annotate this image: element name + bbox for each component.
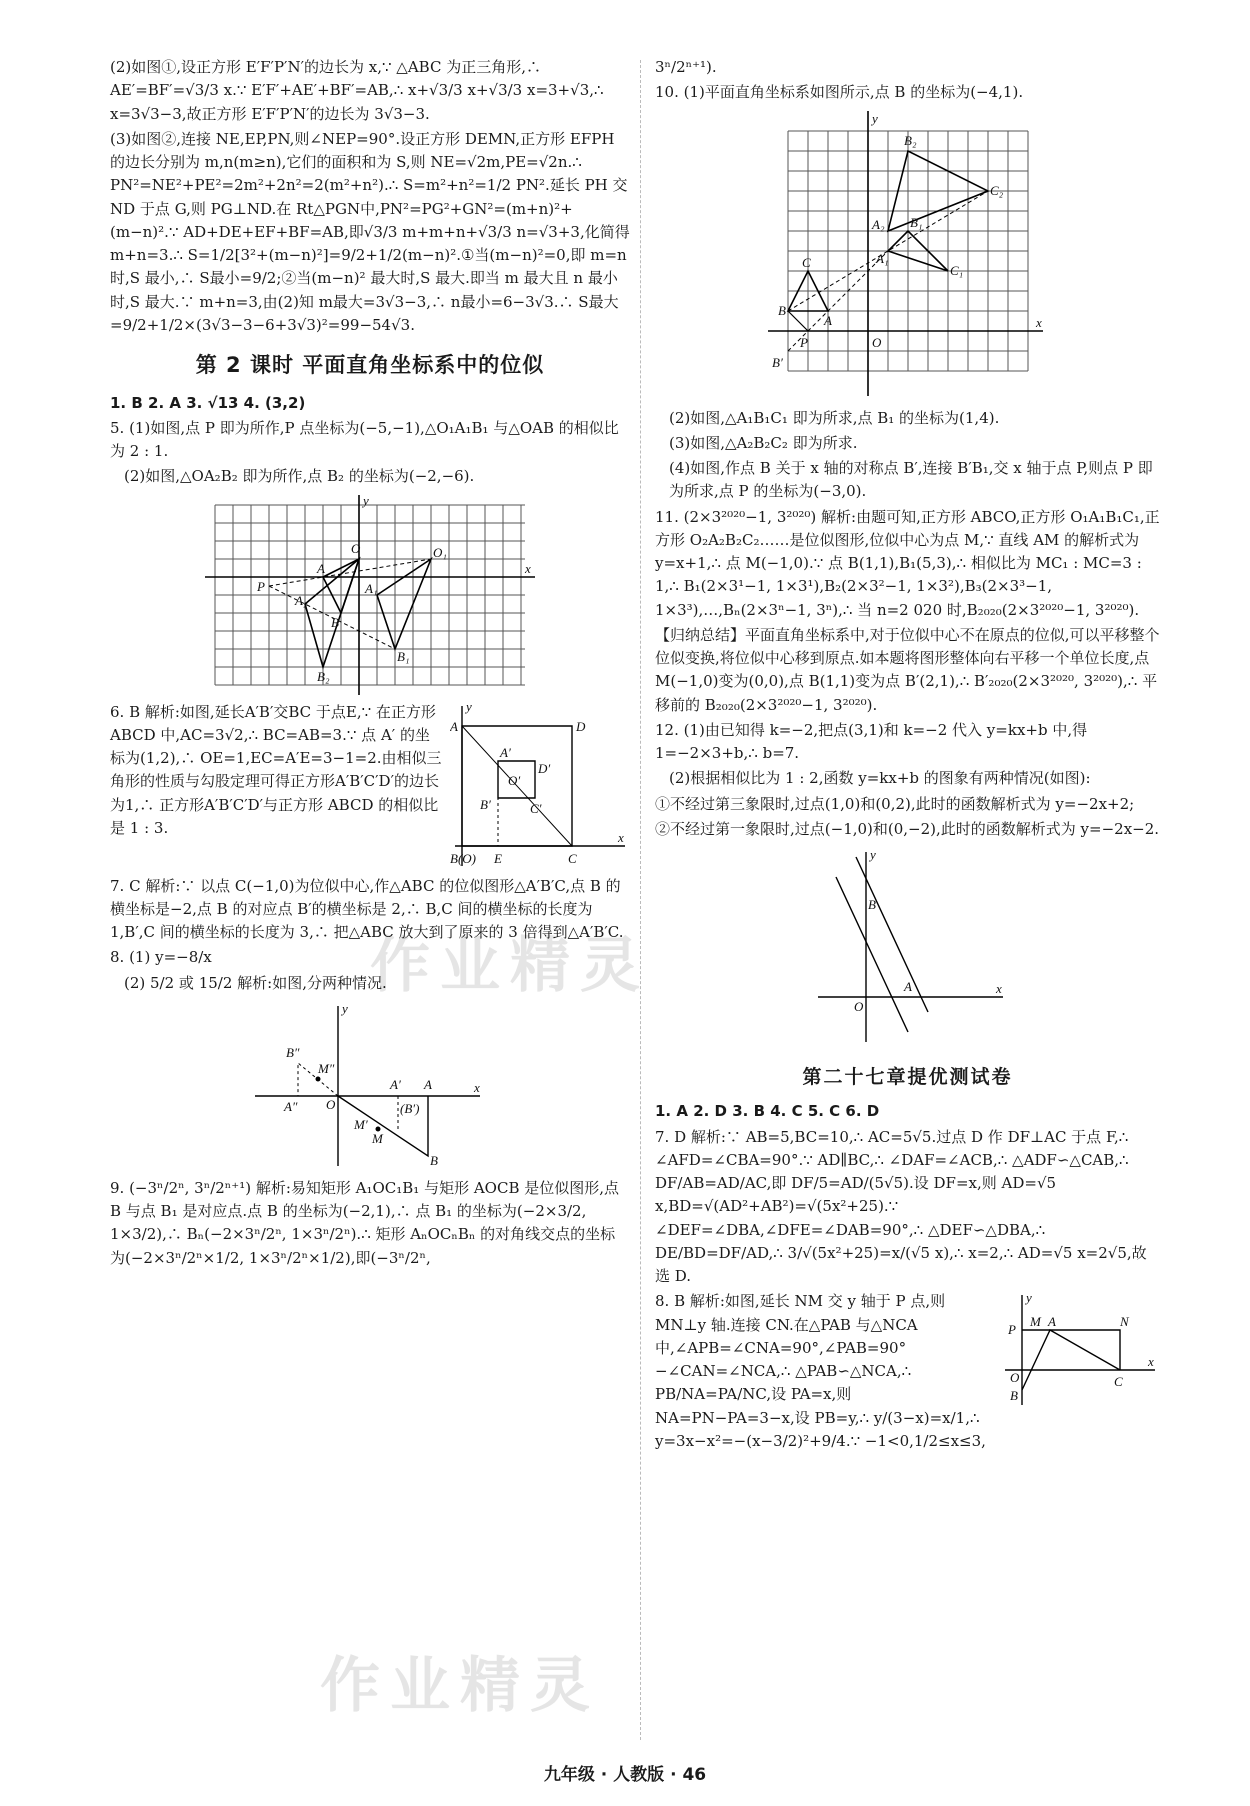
fig5-label-o1: O₁ <box>433 544 447 560</box>
grid-figure-q5 <box>205 495 535 695</box>
answer-10-part3: (3)如图,△A₂B₂C₂ 即为所求. <box>669 433 858 452</box>
column-divider <box>640 60 641 1740</box>
fig8-label-mpp: M″ <box>318 1060 335 1076</box>
fig10-label-a1: A₁ <box>875 250 888 266</box>
answer-10-part4: (4)如图,作点 B 关于 x 轴的对称点 B′,连接 B′B₁,交 x 轴于点 P,则点 P 即为所求,点 P 的坐标为(−3,0). <box>669 459 1153 501</box>
fig-r8-label-p: P <box>1008 1322 1016 1338</box>
fig6-label-y: y <box>466 700 472 714</box>
fig8-label-ap: A′ <box>390 1076 401 1092</box>
fig10-label-b2: B₂ <box>903 132 916 148</box>
chapter-heading: 第二十七章提优测试卷 <box>802 1066 1013 1088</box>
fig-r8-label-x: x <box>1148 1354 1154 1370</box>
fig8-label-bparen: (B′) <box>400 1100 420 1116</box>
fig10-label-c1: C₁ <box>949 262 963 278</box>
fig-r8-label-y: y <box>1026 1290 1032 1306</box>
fig5-label-a1: A₁ <box>365 580 378 596</box>
answer-5-part2: (2)如图,△OA₂B₂ 即为所作,点 B₂ 的坐标为(−2,−6). <box>124 467 475 486</box>
answer-12-case1: ①不经过第三象限时,过点(1,0)和(0,2),此时的函数解析式为 y=−2x+2; <box>655 794 1135 813</box>
fig10-label-a2: A₂ <box>871 216 884 232</box>
fig12-label-b: B <box>867 897 876 912</box>
fig10-label-b1: B₁ <box>909 214 922 230</box>
fig5-label-b2: B₂ <box>317 668 330 684</box>
fig-r8-label-o: O <box>1010 1370 1020 1386</box>
fig12-label-a: A <box>903 979 912 994</box>
fig-r8-label-n: N <box>1120 1314 1129 1330</box>
grid-figure-q10 <box>768 111 1048 401</box>
answer-12-part2: (2)根据相似比为 1 : 2,函数 y=kx+b 的图象有两种情况(如图): <box>669 769 1091 788</box>
fig8-label-app: A″ <box>284 1098 298 1114</box>
fig6-label-x: x <box>618 829 624 845</box>
watermark-1: 作业精灵 <box>370 931 650 1001</box>
fig10-label-y: y <box>871 110 878 126</box>
watermark-2: 作业精灵 <box>320 1651 600 1721</box>
fig-r8-label-a: A <box>1048 1314 1056 1330</box>
solution-part3: (3)如图②,连接 NE,EP,PN,则∠NEP=90°.设正方形 DEMN,正方形 EFPH 的边长分别为 m,n(m≥n),它们的面积和为 S,则 NE=√2m,PE=√2n.∴ PN²=NE²+PE²=2m²+2n²=2(m²+n²).∴ S=m²+n²=1/2 PN².延长 PH 交 ND 于点 G,则 PG⊥ND.在 Rt△PGN中,PN²=PG²+GN²=(m+n)²+(m−n)².∵ AD+DE+EF+BF=AB,即√3/3 m+m+n+√3/3 n=√3+3,化简得 m+n=3.∴ S=1/2[3²+(m−n)²]=9/2+1/2(m−n)².①当(m−n)²=0,即 m=n 时,S 最小,∴ S最小=9/2;②当(m−n)² 最大时,S 最大.即当 m 最大且 n 最小时,S 最大.∵ m+n=3,由(2)知 m最大=3√3−3,∴ n最小=6−3√3.∴ S最大=9/2+1/2×(3√3−3−6+3√3)²=99−54√3. <box>110 129 630 334</box>
section-heading: 第 2 课时 平面直角坐标系中的位似 <box>195 353 545 377</box>
answer-9-continued: 3ⁿ/2ⁿ⁺¹). <box>655 58 717 76</box>
fig5-label-o: O <box>351 540 361 556</box>
answer-6: 6. B 解析:如图,延长A′B′交BC 于点E,∵ 在正方形 ABCD 中,AC=3√2,∴ BC=AB=3.∵ 点 A′ 的坐标为(1,2),∴ OE=1,EC=A′E=3−1=2.由相似三角形的性质与勾股定理可得正方形A′B′C′D′的边长为1,∴ 正方形A′B′C′D′与正方形 ABCD 的相似比是 1 : 3. <box>110 702 442 837</box>
fig8-label-mp: M′ <box>354 1116 368 1132</box>
fig-r8-label-b: B <box>1010 1388 1018 1404</box>
answer-r8: 8. B 解析:如图,延长 NM 交 y 轴于 P 点,则 MN⊥y 轴.连接 CN.在△PAB 与△NCA 中,∠APB=∠CNA=90°,∠PAB=90°−∠CAN=∠NCA,∴ △PAB∽△NCA,∴ PB/NA=PA/NC,设 PA=x,则 NA=PN−PA=3−x,设 PB=y,∴ y/(3−x)=x/1,∴ y=3x−x²=−(x−3/2)²+9/4.∵ −1<0,1/2≤x≤3, <box>655 1292 986 1450</box>
fig5-label-a: A <box>317 560 325 576</box>
figure-q12 <box>808 847 1008 1047</box>
fig8-label-bpp: B″ <box>286 1044 300 1060</box>
fig10-label-bp: B′ <box>771 354 783 370</box>
fig10-label-c: C <box>801 254 811 270</box>
fig6-label-c: C <box>568 850 577 866</box>
fig8-label-a: A <box>424 1076 432 1092</box>
fig6-label-dp: D′ <box>538 760 551 776</box>
answers-1-6: 1. A 2. D 3. B 4. C 5. C 6. D <box>655 1102 880 1121</box>
answer-8-part1: 8. (1) y=−8/x <box>110 948 212 967</box>
fig5-label-b: B <box>331 614 339 630</box>
answer-9: 9. (−3ⁿ/2ⁿ, 3ⁿ/2ⁿ⁺¹) 解析:易知矩形 A₁OC₁B₁ 与矩形 AOCB 是位似图形,点 B 与点 B₁ 是对应点.点 B 的坐标为(−2,1),∴ 点 B₁ 的坐标为(−2×3/2, 1×3/2),∴ Bₙ(−2×3ⁿ/2ⁿ, 1×3ⁿ/2ⁿ).∴ 矩形 AₙOCₙBₙ 的对角线交点的坐标为(−2×3ⁿ/2ⁿ×1/2, 1×3ⁿ/2ⁿ×1/2),即(−3ⁿ/2ⁿ, <box>110 1178 620 1267</box>
fig6-label-a: A <box>450 718 458 734</box>
fig10-label-c2: C₂ <box>989 182 1003 198</box>
figure-r8 <box>1000 1290 1160 1410</box>
fig10-label-p: P <box>799 334 808 350</box>
fig5-label-x: x <box>525 560 531 576</box>
left-column <box>110 56 630 1272</box>
fig5-label-y: y <box>363 494 369 508</box>
fig12-label-o: O <box>853 999 863 1014</box>
fig-r8-label-c: C <box>1114 1374 1123 1390</box>
answer-r8-block <box>655 1290 1160 1453</box>
fig8-label-o: O <box>326 1096 336 1112</box>
fig5-label-a2: A₂ <box>295 592 308 608</box>
answer-10-part2: (2)如图,△A₁B₁C₁ 即为所求,点 B₁ 的坐标为(1,4). <box>669 408 1000 427</box>
fig6-label-ap: A′ <box>500 744 511 760</box>
solution-part2: (2)如图①,设正方形 E′F′P′N′的边长为 x,∵ △ABC 为正三角形,∴ AE′=BF′=√3/3 x.∵ E′F′+AE′+BF′=AB,∴ x+√3/3 x+√3/3 x=3+√3,∴ x=3√3−3,故正方形 E′F′P′N′的边长为 3√3−3. <box>110 58 604 123</box>
fig10-label-o: O <box>871 334 881 350</box>
fig10-label-b: B <box>777 302 786 318</box>
fig5-label-b1: B₁ <box>397 648 410 664</box>
fig6-label-cp: C′ <box>530 800 542 816</box>
answers-1-4: 1. B 2. A 3. √13 4. (3,2) <box>110 393 306 412</box>
fig8-label-x: x <box>474 1079 480 1095</box>
answer-10-part1: 10. (1)平面直角坐标系如图所示,点 B 的坐标为(−4,1). <box>655 83 1024 102</box>
fig10-label-x: x <box>1035 314 1042 330</box>
answer-7: 7. C 解析:∵ 以点 C(−1,0)为位似中心,作△ABC 的位似图形△A′B′C,点 B 的横坐标是−2,点 B 的对应点 B′的横坐标是 2,∴ B,C 间的横坐标的长度为 1,B′,C 间的横坐标的长度为 3,∴ 把△ABC 放大到了原来的 3 倍得到△A′B′C. <box>110 876 624 942</box>
answer-12-case2: ②不经过第一象限时,过点(−1,0)和(0,−2),此时的函数解析式为 y=−2x−2. <box>655 819 1160 838</box>
fig8-label-y: y <box>342 1000 348 1016</box>
fig8-label-b: B <box>430 1152 438 1168</box>
fig12-label-x: x <box>995 981 1002 996</box>
answer-6-block <box>110 700 630 866</box>
fig6-label-d: D <box>576 718 586 734</box>
fig6-label-op: O′ <box>508 772 521 788</box>
answer-5-part1: 5. (1)如图,点 P 即为所作,P 点坐标为(−5,−1),△O₁A₁B₁ 与△OAB 的相似比为 2 : 1. <box>110 418 619 461</box>
summary-note: 【归纳总结】平面直角坐标系中,对于位似中心不在原点的位似,可以平移整个位似变换,将位似中心移到原点.如本题将图形整体向右平移一个单位长度,点 M(−1,0)变为(0,0),点 B(1,1)变为点 B′(2,1),∴ B′₂₀₂₀(2×3²⁰²⁰, 3²⁰²⁰),∴ 平移前的 B₂₀₂₀(2×3²⁰²⁰−1, 3²⁰²⁰). <box>655 625 1160 714</box>
fig10-label-a: A <box>823 312 832 328</box>
fig6-label-bp: B′ <box>480 796 491 812</box>
fig-r8-label-m: M <box>1030 1314 1041 1330</box>
answer-12-part1: 12. (1)由已知得 k=−2,把点(3,1)和 k=−2 代入 y=kx+b 中,得 1=−2×3+b,∴ b=7. <box>655 720 1088 762</box>
fig5-label-p: P <box>257 578 265 594</box>
fig6-label-e: E <box>494 850 502 866</box>
figure-q8 <box>250 1001 490 1171</box>
fig6-label-bo: B(O) <box>450 850 476 866</box>
right-column <box>655 56 1160 1455</box>
fig12-label-y: y <box>869 847 876 862</box>
answer-8-part2: (2) 5/2 或 15/2 解析:如图,分两种情况. <box>124 973 387 992</box>
answer-r7: 7. D 解析:∵ AB=5,BC=10,∴ AC=5√5.过点 D 作 DF⊥AC 于点 F,∴ ∠AFD=∠CBA=90°.∵ AD∥BC,∴ ∠DAF=∠ACB,∴ △ADF∽△CAB,∴ DF/AB=AD/AC,即 DF/5=AD/(5√5).设 DF=x,则 AD=√5 x,BD=√(AD²+AB²)=√(5x²+25).∵ ∠DEF=∠DBA,∠DFE=∠DAB=90°,∴ △DEF∽△DBA,∴ DE/BD=DF/AD,∴ 3/√(5x²+25)=x/(√5 x),∴ x=2,∴ AD=√5 x=2√5,故选 D. <box>655 1127 1147 1286</box>
figure-q6 <box>450 701 630 871</box>
fig8-label-m: M <box>372 1130 383 1146</box>
page-footer: 九年级 · 人教版 · 46 <box>543 1765 707 1785</box>
answer-11: 11. (2×3²⁰²⁰−1, 3²⁰²⁰) 解析:由题可知,正方形 ABCO,正方形 O₁A₁B₁C₁,正方形 O₂A₂B₂C₂……是位似图形,位似中心为点 M,∵ 直线 AM 的解析式为 y=x+1,∴ 点 M(−1,0).∵ 点 B(1,1),B₁(5,3),∴ 相似比为 MC₁ : MC=3 : 1,∴ B₁(2×3¹−1, 1×3¹),B₂(2×3²−1, 1×3²),B₃(2×3³−1, 1×3³),…,Bₙ(2×3ⁿ−1, 3ⁿ),∴ 当 n=2 020 时,B₂₀₂₀(2×3²⁰²⁰−1, 3²⁰²⁰). <box>655 507 1160 619</box>
